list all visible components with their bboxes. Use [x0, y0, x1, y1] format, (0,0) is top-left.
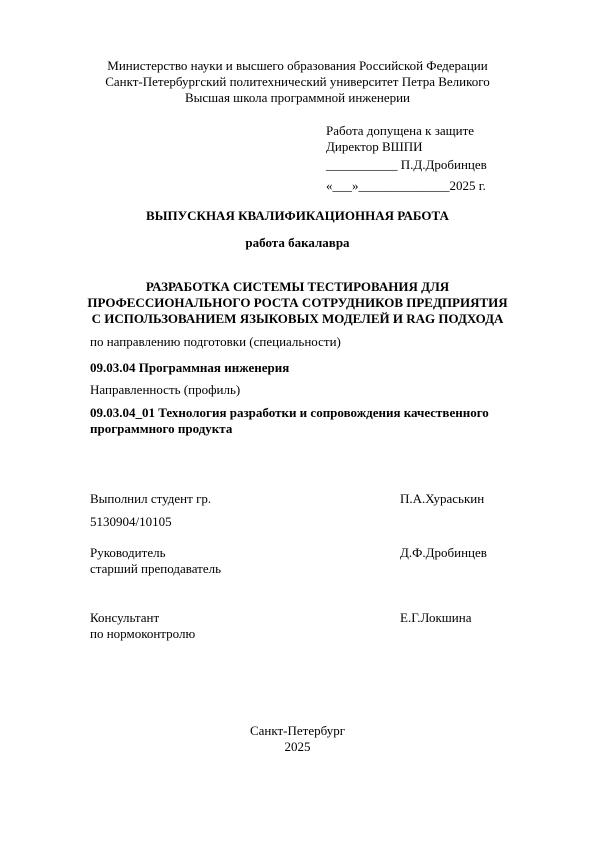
approval-admitted: Работа допущена к защите [326, 123, 475, 138]
supervisor-name: Д.Ф.Дробинцев [400, 545, 487, 560]
supervisor-role: старший преподаватель [90, 561, 222, 576]
student-label: Выполнил студент гр. [90, 491, 212, 506]
approval-date: «___»______________2025 г. [326, 178, 486, 193]
work-subtype: работа бакалавра [245, 235, 350, 250]
consultant-label: Консультант [90, 610, 160, 625]
student-group: 5130904/10105 [90, 514, 172, 529]
footer-city: Санкт-Петербург [249, 723, 346, 738]
university-line: Санкт-Петербургский политехнический университет Петра Великого [105, 74, 490, 89]
approval-director: Директор ВШПИ [326, 139, 423, 154]
supervisor-label: Руководитель [90, 545, 166, 560]
direction-value: 09.03.04 Программная инженерия [90, 360, 290, 375]
title-line-2: ПРОФЕССИОНАЛЬНОГО РОСТА СОТРУДНИКОВ ПРЕДПРИЯТИЯ [87, 295, 508, 310]
profile-label: Направленность (профиль) [90, 382, 241, 397]
profile-line-2: программного продукта [90, 421, 233, 436]
footer-year: 2025 [284, 739, 311, 754]
approval-signature: ___________ П.Д.Дробинцев [326, 157, 487, 172]
work-type: ВЫПУСКНАЯ КВАЛИФИКАЦИОННАЯ РАБОТА [146, 208, 449, 223]
consultant-name: Е.Г.Локшина [400, 610, 472, 625]
consultant-role: по нормоконтролю [90, 626, 196, 641]
direction-label: по направлению подготовки (специальности) [90, 334, 341, 349]
title-line-3: С ИСПОЛЬЗОВАНИЕМ ЯЗЫКОВЫХ МОДЕЛЕЙ И RAG ПОДХОДА [91, 311, 504, 326]
ministry-line: Министерство науки и высшего образования Российской Федерации [107, 58, 488, 73]
profile-line-1: 09.03.04_01 Технология разработки и сопровождения качественного [90, 405, 489, 420]
school-line: Высшая школа программной инженерии [185, 90, 410, 105]
title-line-1: РАЗРАБОТКА СИСТЕМЫ ТЕСТИРОВАНИЯ ДЛЯ [145, 279, 450, 294]
student-name: П.А.Хураськин [400, 491, 485, 506]
